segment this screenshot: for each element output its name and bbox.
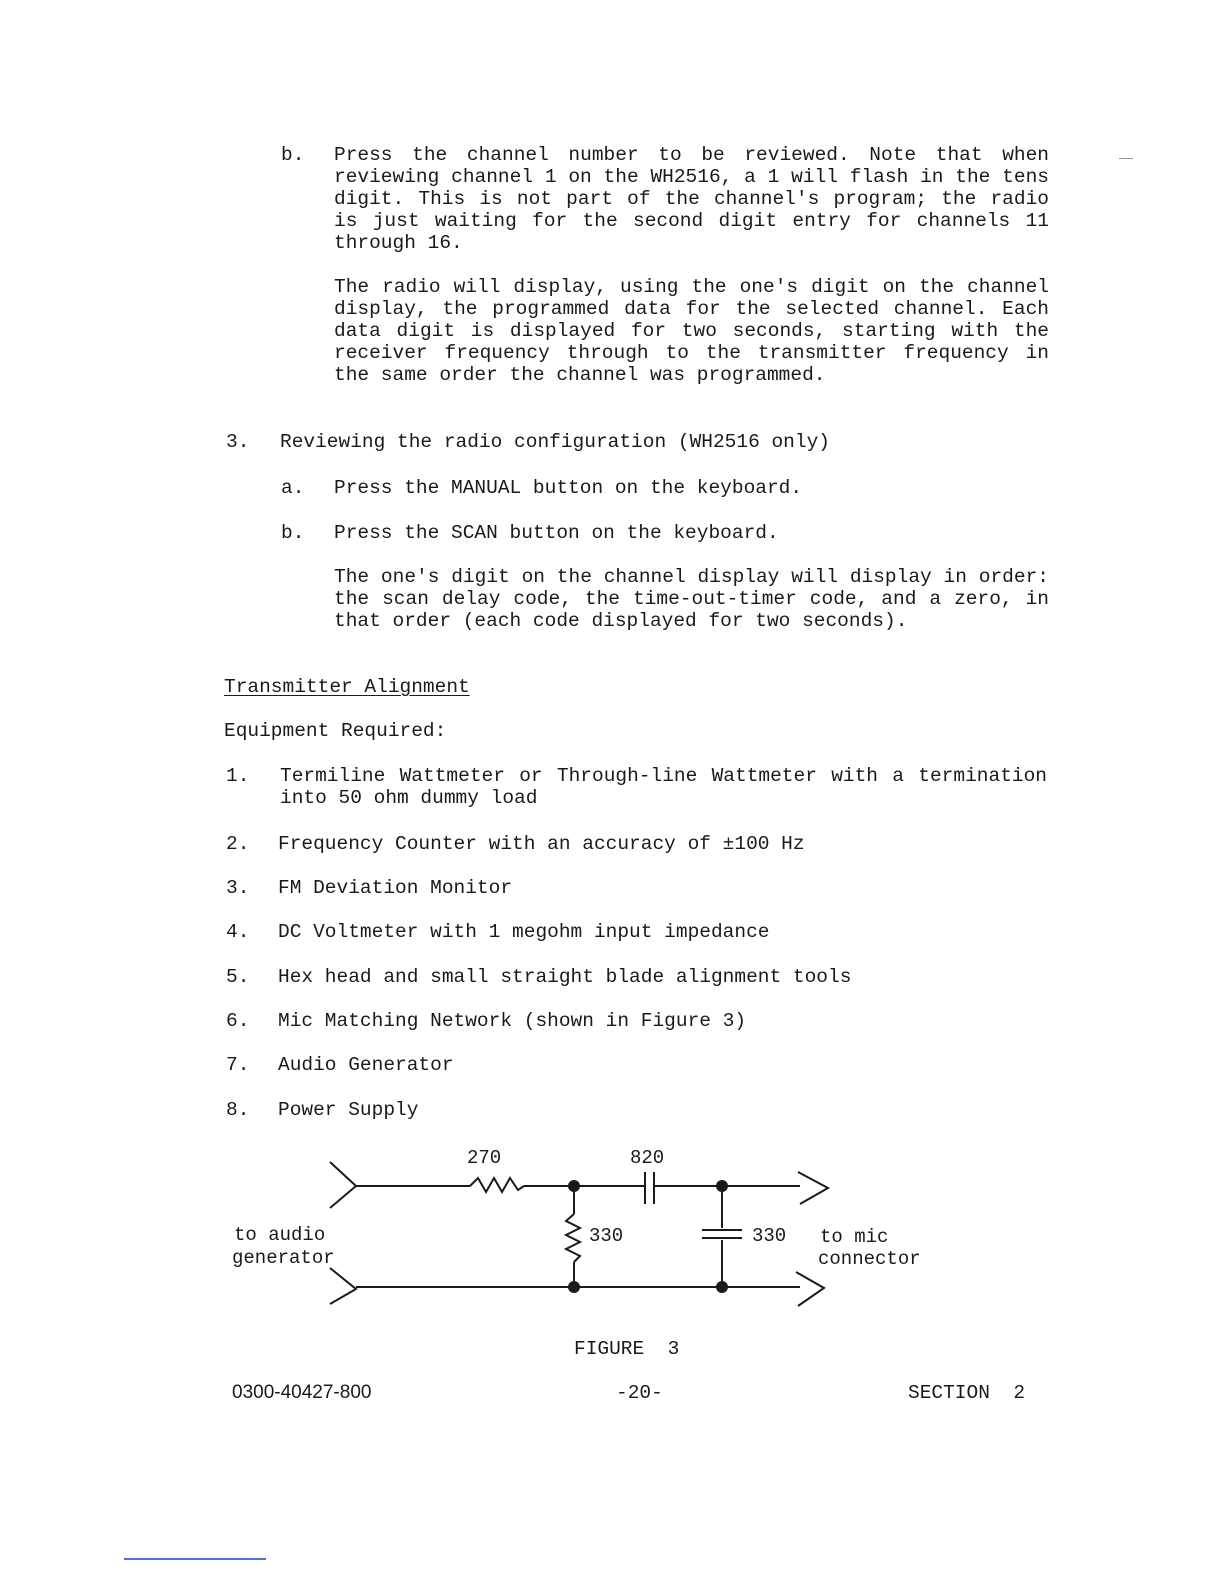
sub-item-label: b.	[281, 522, 305, 544]
section-heading: Transmitter Alignment	[224, 676, 470, 698]
sub-item-label: a.	[281, 477, 305, 499]
c1-label: 820	[630, 1147, 665, 1169]
r1-label: 270	[467, 1147, 502, 1169]
list-item: Power Supply	[278, 1099, 419, 1121]
resistor-330	[566, 1214, 580, 1262]
blue-underline-mark	[124, 1558, 266, 1560]
list-item: Audio Generator	[278, 1054, 454, 1076]
list-item-number: 5.	[226, 966, 250, 988]
list-item-number: 6.	[226, 1010, 250, 1032]
scan-artifact	[1119, 158, 1133, 159]
list-item: DC Voltmeter with 1 megohm input impedance	[278, 921, 770, 943]
input-top-arrow	[330, 1162, 356, 1208]
list-item-number: 1.	[226, 765, 250, 787]
item-b-review-text: Press the channel number to be reviewed. Note that when reviewing channel 1 on the WH2516, a 1 will flash in the tens digit. This is not part of the channel's program; the radio is just waiting for the second digit entry for channels 11 through 16.	[334, 144, 1049, 254]
output-label: to mic	[820, 1226, 889, 1248]
output-label: connector	[818, 1248, 921, 1270]
junction-dot	[716, 1281, 728, 1293]
page-number: -20-	[616, 1382, 663, 1404]
review-display-note: The radio will display, using the one's digit on the channel display, the programmed data for the selected channel. Each data digit is displayed for two seconds, starting with the receiver frequency through to the transmitter frequency in the same order the channel was programmed.	[334, 276, 1049, 386]
list-item-number: 4.	[226, 921, 250, 943]
junction-dot	[716, 1180, 728, 1192]
output-top-arrow	[798, 1172, 828, 1204]
list-item: FM Deviation Monitor	[278, 877, 513, 899]
step-number: 3.	[226, 431, 250, 453]
junction-dot	[568, 1180, 580, 1192]
item-label: b.	[281, 144, 305, 166]
step-3b-text: Press the SCAN button on the keyboard.	[334, 522, 779, 544]
list-item-number: 8.	[226, 1099, 250, 1121]
resistor-270	[470, 1178, 524, 1192]
r2-label: 330	[589, 1225, 624, 1247]
junction-dot	[568, 1281, 580, 1293]
list-item: Frequency Counter with an accuracy of ±100 Hz	[278, 833, 805, 855]
equipment-heading: Equipment Required:	[224, 720, 447, 742]
c2-label: 330	[752, 1225, 787, 1247]
list-item: Hex head and small straight blade alignment tools	[278, 966, 852, 988]
step-3a-text: Press the MANUAL button on the keyboard.	[334, 477, 803, 499]
list-item-number: 7.	[226, 1054, 250, 1076]
list-item-number: 2.	[226, 833, 250, 855]
input-label: generator	[232, 1247, 335, 1269]
figure-caption: FIGURE 3	[574, 1338, 680, 1360]
list-item-number: 3.	[226, 877, 250, 899]
document-number: 0300-40427-800	[232, 1382, 372, 1403]
output-bottom-arrow	[796, 1272, 824, 1306]
input-label: to audio	[234, 1224, 326, 1246]
section-label: SECTION 2	[908, 1382, 1026, 1404]
step-3-heading: Reviewing the radio configuration (WH2516 only)	[280, 431, 830, 453]
list-item: Mic Matching Network (shown in Figure 3)	[278, 1010, 747, 1032]
input-bottom-arrow	[330, 1268, 356, 1304]
step-3-note: The one's digit on the channel display will display in order: the scan delay code, the time-out-timer code, and a zero, in that order (each code displayed for two seconds).	[334, 566, 1049, 632]
list-item: Termiline Wattmeter or Through-line Wattmeter with a termination into 50 ohm dummy load	[280, 765, 1047, 809]
